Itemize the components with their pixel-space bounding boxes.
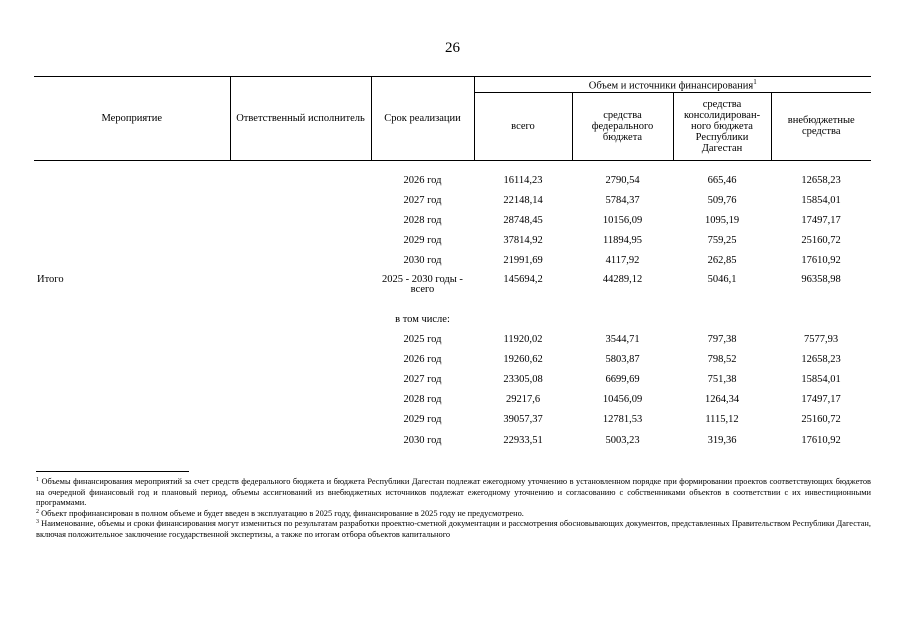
cell-executor xyxy=(230,390,371,410)
cell-term: 2026 год xyxy=(403,174,442,186)
cell-executor xyxy=(230,231,371,251)
cell-federal: 11894,95 xyxy=(603,235,642,247)
cell-event xyxy=(34,251,230,271)
cell-executor xyxy=(230,330,371,350)
cell-event xyxy=(34,231,230,251)
cell-total: 29217,6 xyxy=(505,394,541,406)
cell-executor xyxy=(230,251,371,271)
cell-federal: 6699,69 xyxy=(605,374,640,386)
cell-total: 23305,08 xyxy=(503,374,543,386)
cell-consolidated: 1095,19 xyxy=(704,214,740,226)
header-funding-footnote-mark: 1 xyxy=(753,78,757,86)
header-federal: средства федерального бюджета xyxy=(572,92,673,160)
footnote-1 xyxy=(36,477,871,509)
cell-executor xyxy=(230,191,371,211)
cell-total: 22148,14 xyxy=(503,194,543,206)
table-row xyxy=(34,251,871,271)
cell-event xyxy=(34,390,230,410)
cell-event xyxy=(34,370,230,390)
cell-term: 2028 год xyxy=(403,394,442,406)
cell-event xyxy=(34,330,230,350)
cell-federal: 5803,87 xyxy=(605,353,640,365)
cell-executor xyxy=(230,309,371,329)
footnote-2-mark: 2 xyxy=(36,508,39,515)
cell-term: 2025 - 2030 годы - всего xyxy=(382,274,463,296)
cell-extrabudget: 12658,23 xyxy=(801,174,841,186)
cell-federal: 5784,37 xyxy=(605,194,640,206)
cell-consolidated: 509,76 xyxy=(707,194,737,206)
cell-federal: 44289,12 xyxy=(602,274,643,286)
cell-term: 2028 год xyxy=(403,214,442,226)
cell-term: 2029 год xyxy=(403,235,442,247)
cell-total: 145694,2 xyxy=(503,274,543,286)
cell-extrabudget: 17497,17 xyxy=(801,214,841,226)
cell-extrabudget: 7577,93 xyxy=(803,333,839,345)
table-row xyxy=(34,390,871,410)
cell-consolidated: 798,52 xyxy=(707,353,737,365)
cell-total: 21991,69 xyxy=(503,255,543,267)
cell-federal: 10156,09 xyxy=(602,214,643,226)
footnote-3 xyxy=(36,519,871,540)
cell-federal: 3544,71 xyxy=(605,333,640,345)
cell-consolidated: 759,25 xyxy=(707,235,737,247)
cell-event xyxy=(34,309,230,329)
cell-term: 2029 год xyxy=(403,414,442,426)
cell-extrabudget: 15854,01 xyxy=(801,374,841,386)
cell-consolidated: 751,38 xyxy=(707,374,737,386)
footnote-1-text: Объемы финансирования мероприятий за счет средств федерального бюджета и бюджета Республики Дагестан подлежат ежегодному уточнению в установленном порядке при формировании проектов соответствующих бюджетов на очередной финансовый год и плановый период, объемы ассигнований из внебюджетных источников подлежат ежегодному уточнению и согласованию с собственниками объектов в соответствии с их инвестиционными программами. xyxy=(36,477,872,507)
footnote-separator xyxy=(36,471,189,472)
cell-executor xyxy=(230,211,371,231)
footnote-3-mark: 3 xyxy=(36,519,39,525)
header-funding-group-label: Объем и источники финансирования xyxy=(588,80,754,92)
cell-extrabudget: 15854,01 xyxy=(801,194,841,206)
cell-consolidated: 262,85 xyxy=(707,255,737,267)
cell-executor xyxy=(230,350,371,370)
cell-consolidated: 1264,34 xyxy=(704,394,740,406)
table-row xyxy=(34,231,871,251)
cell-executor xyxy=(230,410,371,430)
cell-total: 11920,02 xyxy=(503,333,543,345)
cell-total: 37814,92 xyxy=(503,235,543,247)
cell-federal xyxy=(572,309,673,329)
cell-consolidated: 319,36 xyxy=(707,434,737,446)
cell-federal: 12781,53 xyxy=(602,414,643,426)
table-row xyxy=(34,410,871,430)
cell-extrabudget: 17610,92 xyxy=(801,434,841,446)
cell-event xyxy=(34,350,230,370)
footnote-2 xyxy=(36,509,871,520)
cell-total: 19260,62 xyxy=(503,353,543,365)
cell-term: 2030 год xyxy=(403,434,442,446)
cell-consolidated xyxy=(673,309,771,329)
cell-event xyxy=(34,191,230,211)
cell-term: 2026 год xyxy=(403,353,442,365)
cell-consolidated: 797,38 xyxy=(707,333,737,345)
page-number: 26 xyxy=(445,40,460,56)
cell-extrabudget: 25160,72 xyxy=(801,414,841,426)
header-funding-group xyxy=(474,77,871,93)
cell-extrabudget: 17497,17 xyxy=(801,394,841,406)
table-row xyxy=(34,191,871,211)
cell-event xyxy=(34,171,230,191)
cell-executor xyxy=(230,171,371,191)
cell-total: 16114,23 xyxy=(503,174,543,186)
cell-consolidated: 1115,12 xyxy=(705,414,739,426)
cell-event xyxy=(34,211,230,231)
cell-consolidated: 5046,1 xyxy=(707,274,737,286)
cell-term: 2027 год xyxy=(403,194,442,206)
cell-executor xyxy=(230,271,371,309)
cell-federal: 4117,92 xyxy=(605,255,640,267)
cell-term: 2025 год xyxy=(403,333,442,345)
cell-federal: 10456,09 xyxy=(602,394,643,406)
cell-total: 28748,45 xyxy=(503,214,543,226)
cell-event xyxy=(34,431,230,451)
header-total: всего xyxy=(474,92,572,160)
header-event: Мероприятие xyxy=(34,77,230,161)
table-row xyxy=(34,431,871,451)
cell-federal: 5003,23 xyxy=(605,434,640,446)
header-extrabudget: внебюджетные средства xyxy=(771,92,871,160)
cell-total xyxy=(474,309,572,329)
cell-term: 2027 год xyxy=(403,374,442,386)
table-row xyxy=(34,350,871,370)
table-row xyxy=(34,171,871,191)
cell-extrabudget xyxy=(771,309,871,329)
table-row xyxy=(34,330,871,350)
cell-event: Итого xyxy=(37,274,64,286)
footnotes xyxy=(36,477,871,540)
cell-extrabudget: 96358,98 xyxy=(801,274,841,286)
cell-total: 39057,37 xyxy=(503,414,543,426)
cell-extrabudget: 25160,72 xyxy=(801,235,841,247)
header-consolidated: средства консолидирован-ного бюджета Республики Дагестан xyxy=(673,92,771,160)
cell-executor xyxy=(230,431,371,451)
cell-consolidated: 665,46 xyxy=(707,174,737,186)
cell-federal: 2790,54 xyxy=(605,174,640,186)
cell-event xyxy=(34,410,230,430)
cell-total: 22933,51 xyxy=(503,434,543,446)
table-row xyxy=(34,271,871,309)
cell-term: в том числе: xyxy=(395,313,450,325)
footnote-2-text: Объект профинансирован в полном объеме и будет введен в эксплуатацию в 2025 году, финансирование в 2025 году не предусмотрено. xyxy=(41,508,524,518)
header-executor: Ответственный исполнитель xyxy=(230,77,371,161)
financing-table xyxy=(34,76,871,451)
table-row xyxy=(34,211,871,231)
cell-extrabudget: 17610,92 xyxy=(801,255,841,267)
cell-extrabudget: 12658,23 xyxy=(801,353,841,365)
cell-term: 2030 год xyxy=(403,255,442,267)
header-term: Срок реализации xyxy=(371,77,474,161)
footnote-1-mark: 1 xyxy=(36,477,39,483)
table-row xyxy=(34,370,871,390)
footnote-3-text: Наименование, объемы и сроки финансирования могут измениться по результатам разработки проектно-сметной документации и рассмотрения обосновывающих документов, представленных Правительством Республики Дагестан, включая положительное заключение государственной экспертизы, а также по итогам отбора объектов капитального xyxy=(36,519,871,539)
cell-executor xyxy=(230,370,371,390)
table-row xyxy=(34,309,871,329)
